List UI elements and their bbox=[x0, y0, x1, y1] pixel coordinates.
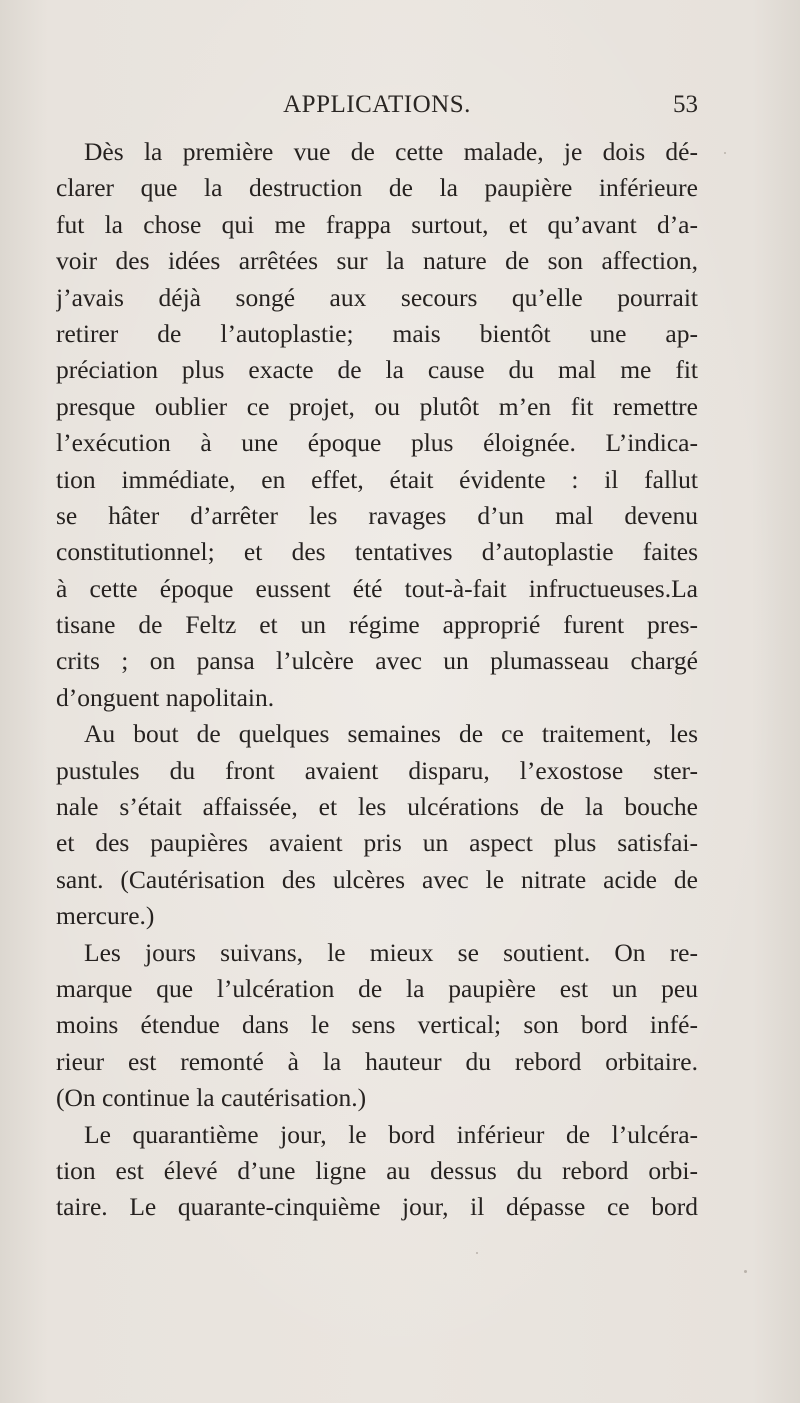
text-line: Au bout de quelques semaines de ce traitement, les bbox=[84, 719, 698, 749]
text-line: j’avais déjà songé aux secours qu’elle pourrait bbox=[56, 282, 698, 312]
text-line: Dès la première vue de cette malade, je dois dé- bbox=[84, 137, 698, 166]
text-line: tion immédiate, en effet, était évidente : il fallut bbox=[56, 464, 698, 494]
text-line: et des paupières avaient pris un aspect plus satisfai- bbox=[56, 828, 698, 858]
text-line: taire. Le quarante-cinquième jour, il dépasse ce bord bbox=[56, 1192, 698, 1222]
page-number: 53 bbox=[673, 91, 698, 118]
text-line: fut la chose qui me frappa surtout, et qu’avant d’a- bbox=[56, 209, 698, 239]
text-line: clarer que la destruction de la paupière inférieure bbox=[56, 173, 698, 203]
text-line: voir des idées arrêtées sur la nature de son affection, bbox=[56, 246, 698, 276]
text-line: d’onguent napolitain. bbox=[56, 682, 275, 712]
text-line: tisane de Feltz et un régime approprié furent pres- bbox=[56, 610, 698, 640]
running-header bbox=[56, 91, 698, 123]
text-line: rieur est remonté à la hauteur du rebord orbitaire. bbox=[56, 1046, 698, 1076]
text-line: se hâter d’arrêter les ravages d’un mal devenu bbox=[56, 500, 698, 530]
text-line: (On continue la cautérisation.) bbox=[56, 1083, 367, 1113]
paper-speck bbox=[744, 1270, 747, 1273]
text-line: constitutionnel; et des tentatives d’autoplastie faites bbox=[56, 537, 698, 567]
text-line: moins étendue dans le sens vertical; son bord infé- bbox=[56, 1010, 698, 1040]
running-title: APPLICATIONS. bbox=[283, 91, 471, 118]
text-line: presque oublier ce projet, ou plutôt m’en fit remettre bbox=[56, 391, 698, 421]
text-line: crits ; on pansa l’ulcère avec un plumasseau chargé bbox=[56, 646, 698, 676]
text-line: l’exécution à une époque plus éloignée. L’indica- bbox=[56, 428, 698, 458]
text-line: retirer de l’autoplastie; mais bientôt une ap- bbox=[56, 318, 698, 348]
paper-speck bbox=[476, 1252, 478, 1254]
text-line: tion est élevé d’une ligne au dessus du rebord orbi- bbox=[56, 1155, 698, 1185]
text-line: sant. (Cautérisation des ulcères avec le nitrate acide de bbox=[56, 864, 698, 894]
text-line: nale s’était affaissée, et les ulcérations de la bouche bbox=[56, 792, 698, 822]
text-line: pustules du front avaient disparu, l’exostose ster- bbox=[56, 755, 698, 785]
paper-speck bbox=[724, 152, 726, 154]
text-line: mercure.) bbox=[56, 901, 155, 931]
text-line: marque que l’ulcération de la paupière est un peu bbox=[56, 973, 698, 1003]
text-line: Les jours suivans, le mieux se soutient. On re- bbox=[84, 937, 698, 967]
text-line: préciation plus exacte de la cause du mal me fit bbox=[56, 355, 698, 385]
text-line: à cette époque eussent été tout-à-fait infructueuses.La bbox=[56, 573, 698, 603]
body-text bbox=[56, 134, 698, 1226]
text-line: Le quarantième jour, le bord inférieur de l’ulcéra- bbox=[84, 1119, 698, 1149]
